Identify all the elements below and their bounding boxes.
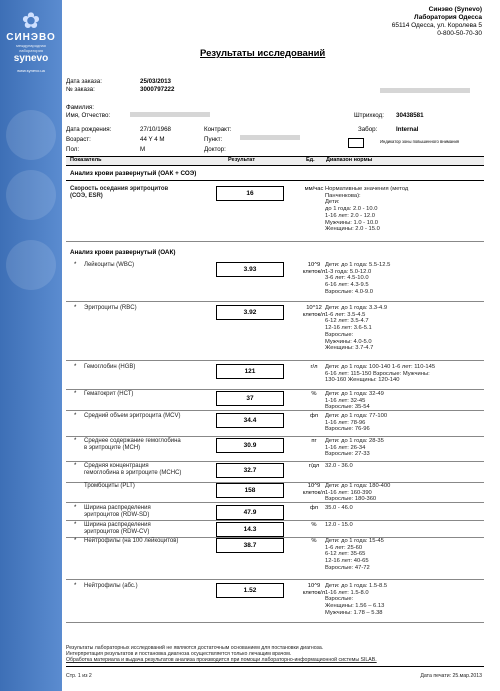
result-value: 14.3 xyxy=(216,522,284,537)
reference-range: Дети: до 1 года: 180-400 1-16 лет: 160-390 Взрослые: 180-360 xyxy=(325,483,391,503)
result-value: 30.9 xyxy=(216,438,284,453)
table-row xyxy=(66,583,484,623)
row-divider xyxy=(66,436,484,437)
attention-marker: * xyxy=(74,364,77,370)
reference-range: Дети: до 1 года: 3.3-4.9 1-6 лет: 3.5-4.5 6-12 лет: 3.5-4.7 12-16 лет: 3.6-5.1 Взрослые: Мужчины: 4.0-5.0 Женщины: 3.7-4.7 xyxy=(325,305,388,352)
decorative-circle xyxy=(6,170,56,220)
row-divider xyxy=(66,502,484,503)
unit: пг xyxy=(311,438,317,444)
decorative-circle xyxy=(6,240,56,290)
result-value: 121 xyxy=(216,364,284,379)
barcode-label: Штрихкод: xyxy=(354,112,384,119)
indicator-name: Среднее содержание гемоглобина в эритроците (MCH) xyxy=(84,438,181,451)
reference-range: Нормативные значения (метод Панченкова): Дети: до 1 года: 2.0 - 10.0 1-16 лет: 2.0 - 12.0 Мужчины: 1.0 - 10.0 Женщины: 2.0 - 15.0 xyxy=(325,186,409,233)
reference-range: Дети: до 1 года: 32-49 1-16 лет: 32-45 Взрослые: 35-54 xyxy=(325,391,384,411)
synevo-logo xyxy=(6,10,56,73)
footer-divider xyxy=(66,666,484,667)
attention-marker: * xyxy=(74,305,77,311)
attention-marker: * xyxy=(74,438,77,444)
unit: г/дл xyxy=(308,463,320,469)
disclaimer-line: Интерпретация результатов и постановка диагноза осуществляется только лечащим врачом. xyxy=(66,651,292,657)
unit: 10^9 клеток/л xyxy=(302,483,326,496)
col-result: Результат xyxy=(228,157,256,163)
reference-range: Дети: до 1 года: 100-140 1-6 лет: 110-145 6-16 лет: 115-150 Взрослые: Мужчины: 130-160 Женщины: 120-140 xyxy=(325,364,436,384)
attention-marker: * xyxy=(74,413,77,419)
row-divider xyxy=(66,410,484,411)
table-row xyxy=(66,186,484,242)
result-value: 1.52 xyxy=(216,583,284,598)
birth-label: Дата рождения: xyxy=(66,126,112,133)
brand-name-en: synevo xyxy=(13,53,49,64)
attention-marker: * xyxy=(74,262,77,268)
sex-value: M xyxy=(140,146,146,153)
result-value: 37 xyxy=(216,391,284,406)
table-row xyxy=(66,522,484,538)
indicator-name: Эритроциты (RBC) xyxy=(84,305,137,311)
indicator-name: Ширина распределения эритроцитов (RDW-CV) xyxy=(84,522,151,535)
redacted-field xyxy=(380,80,470,98)
age-value: 44 Y 4 M xyxy=(140,136,165,143)
divider xyxy=(66,180,484,181)
reference-range: 12.0 - 15.0 xyxy=(325,522,353,528)
contract-label: Контракт: xyxy=(204,126,232,133)
table-row xyxy=(66,391,484,411)
brand-site: www.synevo.ua xyxy=(17,68,45,73)
lab-name: Синэво (Synevo) xyxy=(428,6,482,13)
row-divider xyxy=(66,301,484,302)
unit: 10^9 клеток/л xyxy=(302,262,326,275)
unit: 10^12 клеток/л xyxy=(302,305,326,318)
result-value: 3.93 xyxy=(216,262,284,277)
order-date-value: 25/03/2013 xyxy=(140,78,171,85)
age-label: Возраст: xyxy=(66,136,91,143)
table-row xyxy=(66,438,484,462)
unit: % xyxy=(311,522,317,528)
attention-marker: * xyxy=(74,463,77,469)
row-divider xyxy=(66,241,484,242)
attention-marker: * xyxy=(74,583,77,589)
brand-name-ru: СИНЭВО xyxy=(6,32,56,43)
col-indicator: Показатель xyxy=(70,157,102,163)
table-row xyxy=(66,538,484,580)
row-divider xyxy=(66,622,484,623)
page-title: Результаты исследований xyxy=(200,48,326,59)
indicator-name: Гемоглобин (HGB) xyxy=(84,364,136,370)
unit: фл xyxy=(309,413,319,419)
result-value: 16 xyxy=(216,186,284,201)
unit: % xyxy=(311,538,317,544)
result-value: 47.9 xyxy=(216,505,284,520)
col-unit: Ед. xyxy=(306,157,315,163)
row-divider xyxy=(66,520,484,521)
indicator-name: Гематокрит (НСТ) xyxy=(84,391,134,397)
unit: % xyxy=(311,391,317,397)
order-number-label: № заказа: xyxy=(66,86,95,93)
table-row xyxy=(66,364,484,390)
indicator-name: Средняя концентрация гемоглобина в эритроците (MCHC) xyxy=(84,463,182,476)
sex-label: Пол: xyxy=(66,146,80,153)
lab-phone: 0-800-50-70-30 xyxy=(437,30,482,37)
section-title: Анализ крови развернутый (ОАК + СОЭ) xyxy=(70,170,197,177)
surname-label: Фамилия: xyxy=(66,104,94,111)
row-divider xyxy=(66,461,484,462)
reference-range: Дети: до 1 года: 5.5-12.5 1-3 года: 5.0-12.0 3-6 лет: 4.5-10.0 6-16 лет: 4.3-9.5 Взрослые: 4.0-9.0 xyxy=(325,262,391,295)
indicator-name: Средний объем эритроцита (MCV) xyxy=(84,413,181,419)
brand-sidebar xyxy=(0,0,62,691)
reference-range: Дети: до 1 года: 28-35 1-16 лет: 26-34 Взрослые: 27-33 xyxy=(325,438,384,458)
indicator-text: Индикатор зоны повышенного внимания xyxy=(380,139,460,144)
indicator-name: Нейтрофилы (абс.) xyxy=(84,583,138,589)
redacted-name xyxy=(130,104,210,122)
indicator-name: Нейтрофилы (на 100 лейкоцитов) xyxy=(84,538,179,544)
flower-logo-icon: ✿ xyxy=(21,8,41,33)
doctor-label: Доктор: xyxy=(204,146,226,153)
table-row xyxy=(66,413,484,437)
reference-range: Дети: до 1 года: 15-45 1-6 лет: 25-60 6-12 лет: 35-65 12-16 лет: 40-65 Взрослые: 47-72 xyxy=(325,538,384,571)
table-row xyxy=(66,262,484,302)
indicator-name: Ширина распределения эритроцитов (RDW-SD) xyxy=(84,505,151,518)
name-label: Имя, Отчество: xyxy=(66,112,111,119)
table-row xyxy=(66,463,484,483)
lab-address: 65114 Одесса, ул. Королева 5 xyxy=(391,22,482,29)
disclaimer-line: Результаты лабораторных исследований не являются достаточным основанием для постановки диагноза. xyxy=(66,645,324,651)
result-value: 158 xyxy=(216,483,284,498)
disclaimer-line: Обработка материала и выдача результатов анализа производится при помощи лабораторно-информационной системы SILAB. xyxy=(66,657,377,663)
attention-marker: * xyxy=(74,538,77,544)
decorative-circle xyxy=(6,110,56,160)
section-title: Анализ крови развернутый (ОАК) xyxy=(70,249,176,256)
row-divider xyxy=(66,579,484,580)
result-value: 38.7 xyxy=(216,538,284,553)
order-date-label: Дата заказа: xyxy=(66,78,102,85)
sampling-value: Internal xyxy=(396,126,419,133)
unit: г/л xyxy=(310,364,318,370)
unit: мм/час xyxy=(304,186,324,192)
table-header xyxy=(66,156,484,166)
indicator-box xyxy=(348,138,364,148)
brand-tagline: международная лаборатория xyxy=(16,43,46,53)
print-date: Дата печати: 25.мар.2013 xyxy=(420,673,482,679)
birth-value: 27/10/1968 xyxy=(140,126,171,133)
row-divider xyxy=(66,360,484,361)
reference-range: Дети: до 1 года: 77-100 1-16 лет: 78-96 Взрослые: 76-96 xyxy=(325,413,388,433)
result-value: 3.92 xyxy=(216,305,284,320)
sampling-label: Забор: xyxy=(358,126,378,133)
col-range: Диапазон нормы xyxy=(326,157,373,163)
table-row xyxy=(66,305,484,361)
reference-range: 35.0 - 46.0 xyxy=(325,505,353,511)
result-value: 34.4 xyxy=(216,413,284,428)
unit: фл xyxy=(309,505,319,511)
indicator-name: Лейкоциты (WBC) xyxy=(84,262,135,268)
result-value: 32.7 xyxy=(216,463,284,478)
reference-range: 32.0 - 36.0 xyxy=(325,463,353,469)
barcode-value: 30438581 xyxy=(396,112,424,119)
indicator-name: Скорость оседания эритроцитов (СОЭ, ESR) xyxy=(70,186,169,199)
table-row xyxy=(66,483,484,503)
attention-marker: * xyxy=(74,391,77,397)
unit: 10^9 клеток/л xyxy=(302,583,326,596)
lab-header xyxy=(392,6,482,38)
row-divider xyxy=(66,389,484,390)
lab-branch: Лаборатория Одесса xyxy=(413,14,482,21)
redacted-contract xyxy=(240,127,300,145)
attention-marker: * xyxy=(74,505,77,511)
point-label: Пункт: xyxy=(204,136,223,143)
page-number: Стр. 1 из 2 xyxy=(66,673,92,679)
reference-range: Дети: до 1 года: 1.5-8.5 1-16 лет: 1.5-8.0 Взрослые: Женщины: 1.56 – 6.13 Мужчины: 1.78 – 5.38 xyxy=(325,583,388,616)
attention-marker: * xyxy=(74,522,77,528)
table-row xyxy=(66,505,484,521)
indicator-name: Тромбоциты (PLT) xyxy=(84,483,135,489)
order-number-value: 3000797222 xyxy=(140,86,175,93)
